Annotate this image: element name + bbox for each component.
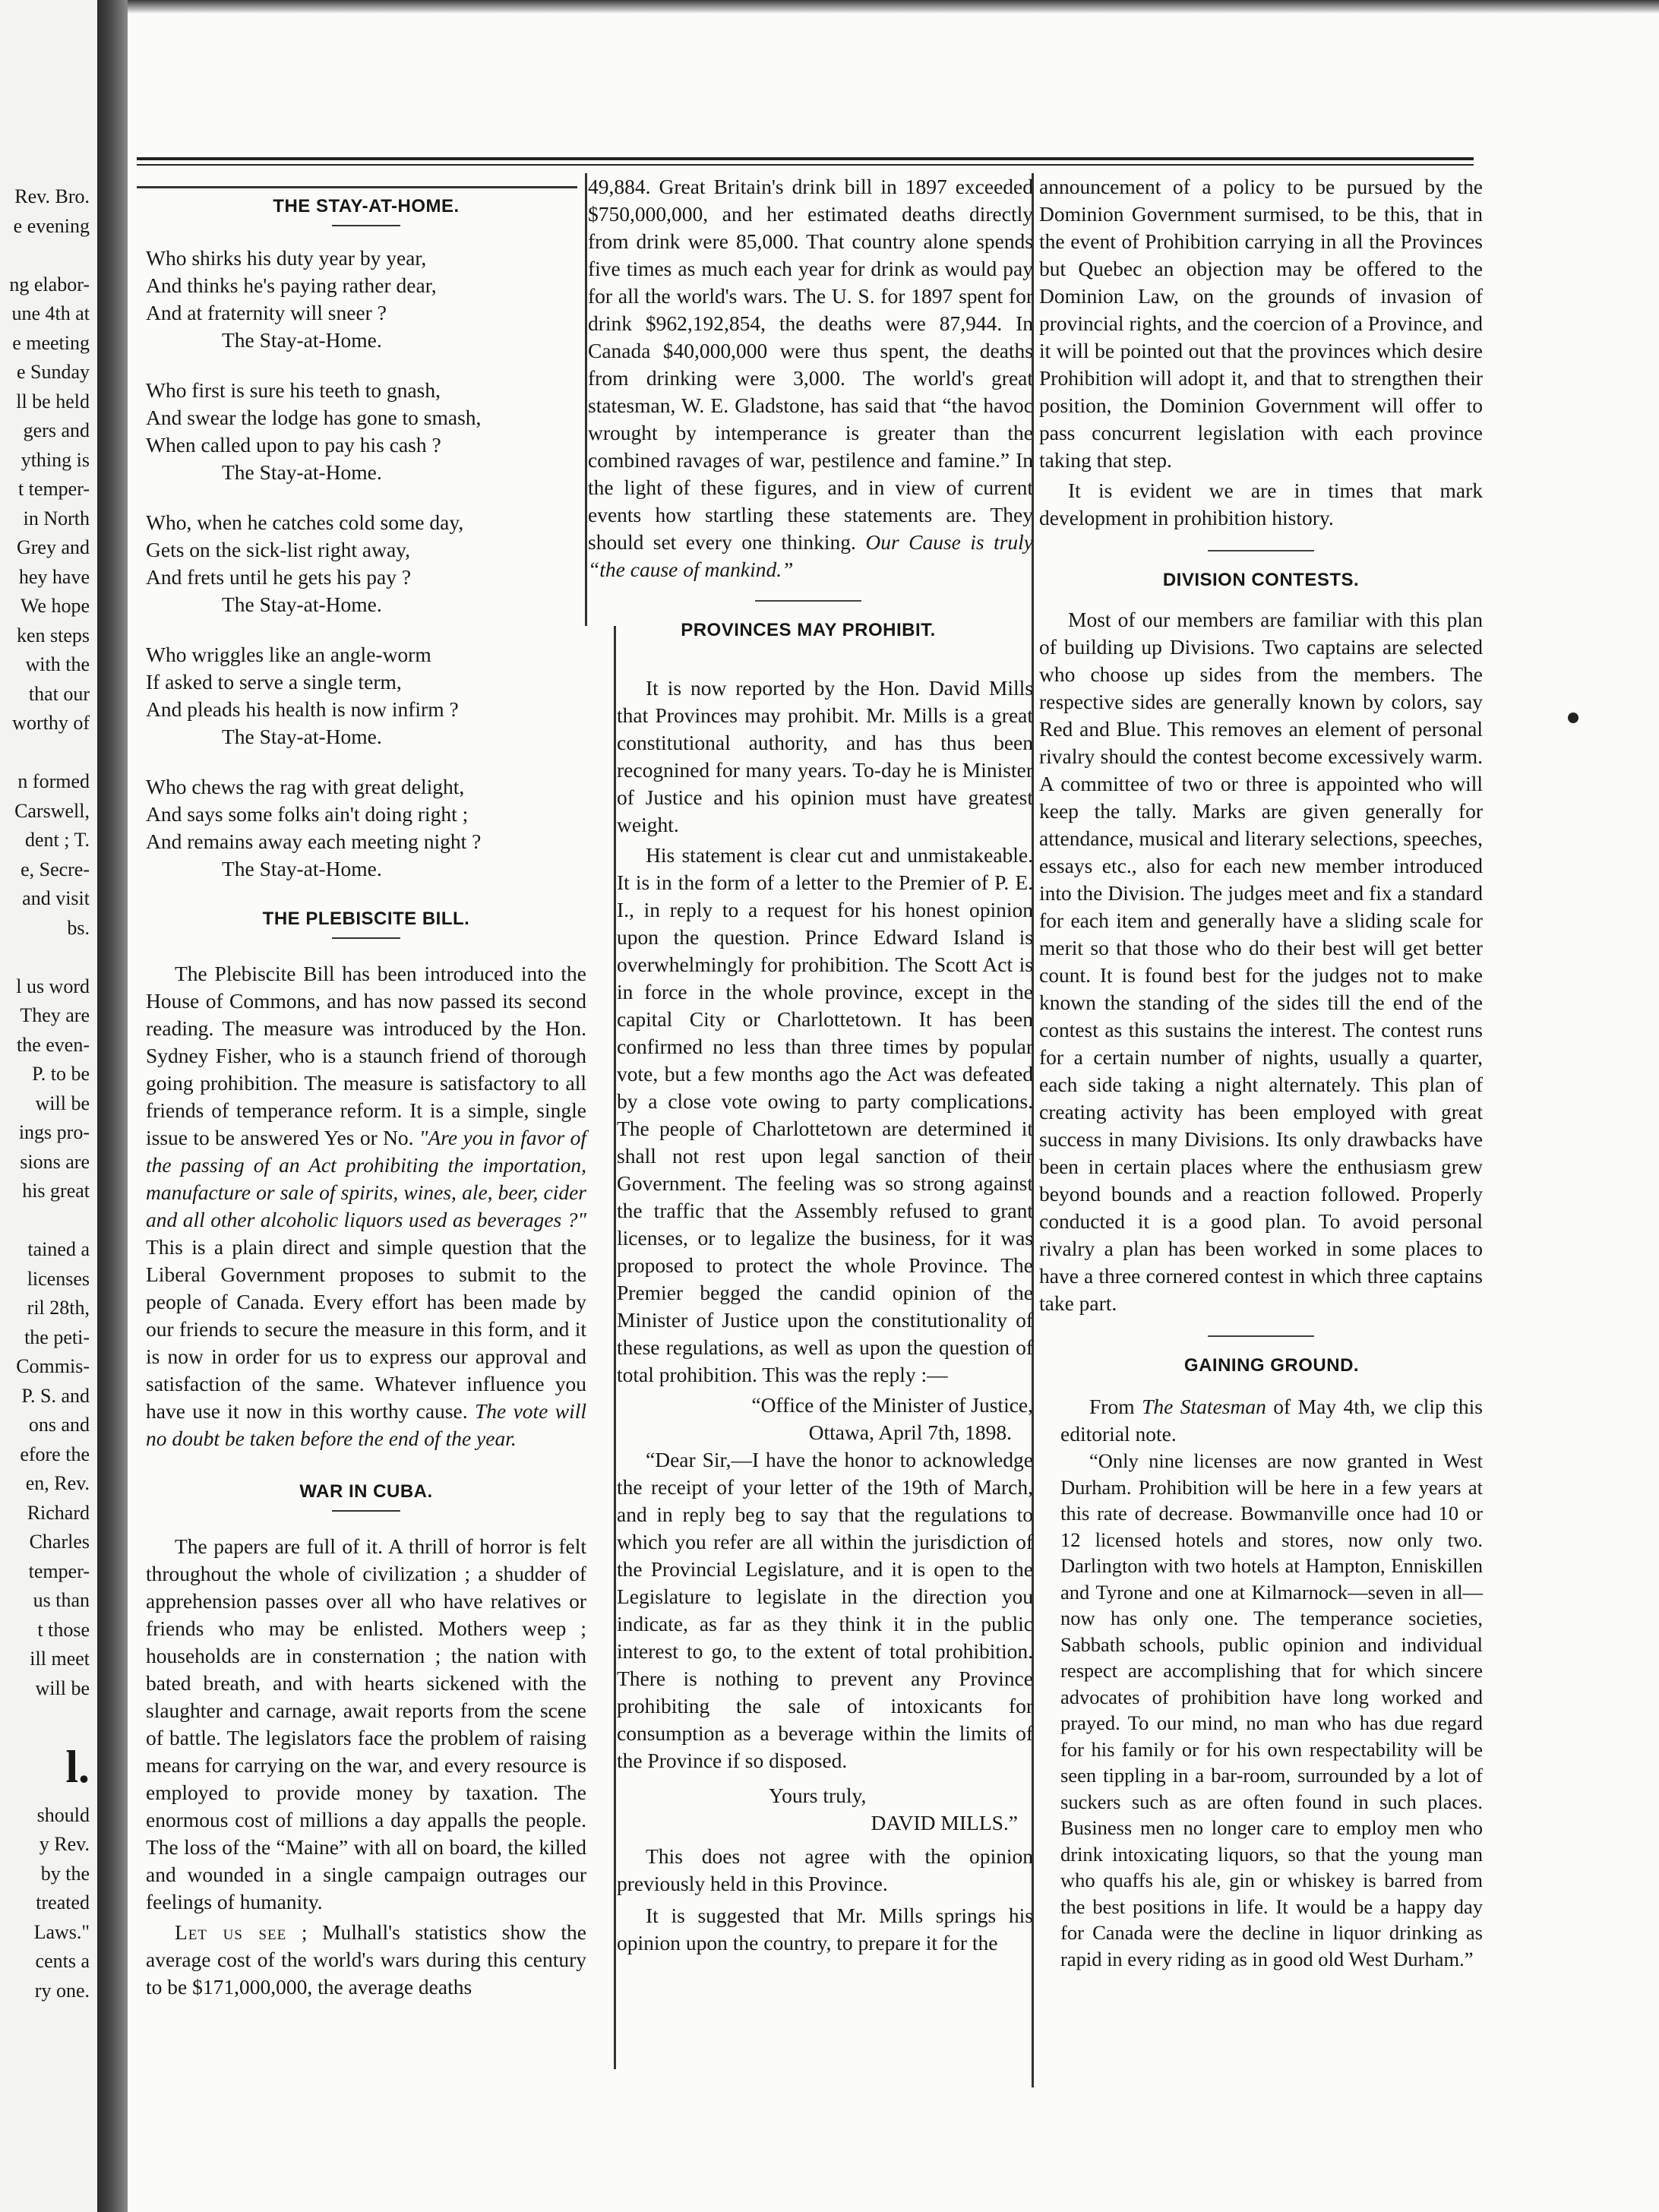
margin-fragment: gers and [23, 419, 90, 441]
margin-fragment: with the [25, 653, 90, 675]
margin-fragment: ons and [28, 1414, 90, 1436]
margin-fragment: tained a [27, 1238, 90, 1260]
header-rule-thin [137, 164, 1474, 166]
provinces-paragraph-3: This does not agree with the opinion previously held in this Province. [617, 1844, 1033, 1895]
margin-fragment: the peti- [24, 1326, 90, 1348]
margin-fragment: Commis- [16, 1355, 90, 1377]
margin-fragment: t temper- [17, 478, 90, 500]
margin-fragment [0, 1703, 90, 1733]
margin-fragment: ings pro- [18, 1121, 90, 1143]
letter-heading-2: Ottawa, April 7th, 1898. [808, 1420, 1012, 1444]
margin-fragment [0, 738, 90, 768]
letter-body: “Dear Sir,—I have the honor to acknowledge the receipt of your letter of the 19th of March, and in reply beg to say that the regulations to which you refer are all within the jurisdiction of the Provincial Legislature, and it is open to the Legislature to legislate in the direction you indicate, as far as they think it in the public interest to go, to the extent of total prohibition. There is nothing to prevent any Province prohibiting the sale of intoxicants for consumption as a beverage within the limits of the Province if so disposed. [617, 1448, 1033, 1772]
margin-fragment: ril 28th, [27, 1297, 90, 1319]
margin-fragment: e Sunday [16, 361, 90, 383]
letter-heading-1: “Office of the Minister of Justice, [751, 1393, 1033, 1417]
margin-fragment: efore the [20, 1443, 90, 1465]
margin-fragment: n formed [17, 770, 90, 792]
poem-line: Who shirks his duty year by year, [146, 246, 427, 270]
margin-fragment: t those [37, 1618, 90, 1641]
poem-stanza [146, 245, 586, 354]
poem-refrain: The Stay-at-Home. [222, 592, 382, 616]
margin-fragment: sions are [20, 1150, 90, 1173]
provinces-paragraph-2: His statement is clear cut and unmistakeable. It is in the form of a letter to the Premier of P. E. I., in reply to a request for his honest opinion upon the question. Prince Edward Island is overwhelmingly for prohibition. The Scott Act is in force in the whole province, except in the capital City or Charlottetown. It has been confirmed no less than three times by popular vote, but a few months ago the Act was defeated by a close vote owing to party complications. The people of Charlottetown are determined it shall not rest upon legal sanction of their Government. The feeling was so strong against the traffic that the Assembly refused to grant licenses, or to legalize the business, for it was proposed to protect the whole Province. The Premier begged the candid opinion of the Minister of Justice upon the constitutionality of these regulations, as well as upon the question of total prohibition. This was the reply :— [617, 843, 1033, 1386]
top-edge-shadow [128, 0, 1659, 14]
plebiscite-paragraph: The Plebiscite Bill has been introduced into the House of Commons, and has now passed its second reading. The measure was introduced by the Hon. Sydney Fisher, who is a staunch friend of thorough going prohibition. The measure is satisfactory to all friends of temperance reform. It is a simple, single issue to be answered Yes or No. "Are you in favor of the passing of an Act prohibiting the importation, manufacture or sale of spirits, wines, ale, beer, cider and all other alcoholic liquors used as beverages ?" This is a plain direct and simple question that the Liberal Government proposes to submit to the people of Canada. Every effort has been made by our friends to secure the measure in this form, and it is now in order for us to express our approval and satisfaction of the same. Whatever influence you have use it now in this worthy cause. The vote will no doubt be taken before the end of the year. [146, 962, 586, 1450]
provinces-paragraph-4: It is suggested that Mr. Mills springs his opinion upon the country, to prepare it for the [617, 1904, 1033, 1954]
margin-fragment: ll be held [16, 390, 90, 412]
margin-fragment: in North [23, 507, 90, 529]
margin-fragment: l. [65, 1741, 90, 1792]
poem-stanza [146, 377, 586, 486]
margin-fragment: e, Secre- [21, 858, 90, 880]
poem-line: And thinks he's paying rather dear, [146, 273, 437, 297]
margin-fragment [0, 241, 90, 270]
margin-fragment: e evening [13, 214, 90, 237]
poem-line: And at fraternity will sneer ? [146, 301, 387, 324]
margin-fragment: y Rev. [39, 1833, 90, 1855]
margin-fragment: will be [35, 1676, 90, 1699]
provinces-paragraph-1: It is now reported by the Hon. David Mills that Provinces may prohibit. Mr. Mills is a great constitutional authority, and has thus been recognined for many years. To-day he is Minister of Justice and his opinion must have greatest weight. [617, 676, 1033, 836]
margin-fragment: P. to be [32, 1063, 90, 1085]
margin-fragment: They are [20, 1004, 90, 1026]
margin-fragment [0, 943, 90, 972]
poem-refrain: The Stay-at-Home. [222, 857, 382, 880]
poem-line: And swear the lodge has gone to smash, [146, 406, 482, 429]
poem-line: And frets until he gets his pay ? [146, 565, 412, 589]
gaining-title: GAINING GROUND. [1183, 1355, 1360, 1376]
division-title: DIVISION CONTESTS. [1162, 570, 1360, 590]
margin-fragment: bs. [67, 916, 90, 939]
letter-closing: Yours truly, [769, 1784, 867, 1807]
margin-fragment: hey have [18, 565, 90, 588]
war-cuba-title: WAR IN CUBA. [299, 1481, 433, 1502]
poem-line: And says some folks ain't doing right ; [146, 802, 469, 826]
margin-fragment: and visit [22, 887, 90, 909]
margin-fragment: e meeting [12, 331, 90, 354]
gaining-intro: From The Statesman of May 4th, we clip this editorial note. [1060, 1395, 1483, 1446]
plebiscite-title: THE PLEBISCITE BILL. [262, 908, 470, 929]
poem-refrain: The Stay-at-Home. [222, 328, 382, 352]
margin-fragment: ything is [21, 448, 90, 471]
poem-refrain: The Stay-at-Home. [222, 460, 382, 484]
margin-fragment: the even- [16, 1033, 90, 1056]
gaining-quote: “Only nine licenses are now granted in West Durham. Prohibition will be here in a few years at this rate of decrease. Bowmanville once had 10 or 12 licensed hotels and stores, now only two. Darlington with two hotels at Hampton, Enniskillen and Tyrone and one at Kilmarnock—seven in all—now has only one. The temperance societies, Sabbath schools, public opinion and individual respect are accomplishing that for which sincere advocates of prohibition have long worked and prayed. To our mind, no man who has due regard for his family or for his own respectability will be seen tippling in a bar-room, surrounded by a lot of suckers such as are often found in such places. Business men no longer care to employ men who drink intoxicating liquors, so that the young man who quaffs his ale, gin or whiskey is barred from the best positions in life. It would be a happy day for Canada were the decline in liquor drinking as rapid in every riding as in good old West Durham.” [1060, 1449, 1483, 1970]
war-cuba-paragraph-2: Let us see ; Mulhall's statistics show the average cost of the world's wars during this century to be $171,000,000, the average deaths [146, 1920, 586, 1999]
margin-fragment: Grey and [16, 536, 90, 558]
poem-stanza [146, 641, 586, 750]
margin-fragment: treated [36, 1891, 90, 1913]
poem-line: Who chews the rag with great delight, [146, 775, 465, 798]
poem-line: Who wriggles like an angle-worm [146, 643, 431, 666]
margin-fragment: We hope [20, 595, 90, 617]
ink-spot [1568, 713, 1578, 723]
margin-fragment: dent ; T. [25, 829, 90, 851]
margin-fragment: licenses [27, 1267, 90, 1290]
poem-stanza [146, 509, 586, 618]
provinces-title: PROVINCES MAY PROHIBIT. [681, 620, 936, 640]
poem-line: And remains away each meeting night ? [146, 830, 482, 853]
binding-spine [97, 0, 128, 2212]
division-paragraph: Most of our members are familiar with this plan of building up Divisions. Two captains are selected who choose up sides from the members. The respective sides are generally known by colors, say Red and Blue. This removes an element of personal rivalry should the contest become excessively warm. A committee of two or three is appointed who will keep the tally. Marks are given generally for attendance, musical and literary selections, speeches, essays etc., also for each new member introduced into the Division. The judges meet and fix a standard for each item and generally have a sliding scale for merit so that those who do their best will get better count. It is found best for the judges not to make known the standing of the sides till the end of the contest as this sustains the interest. The contest runs for a certain number of nights, usually a quarter, each side taking a night alternately. This plan of creating activity has been employed with great success in many Divisions. Its only drawbacks have been in certain places where the enthusiasm grew beyond bounds and a reaction followed. Properly conducted it is a good plan. To avoid personal rivalry a plan has been worked in some places to have a three cornered contest in which three captains take part. [1039, 608, 1483, 1315]
poem-line: If asked to serve a single term, [146, 670, 402, 694]
poem-line: And pleads his health is now infirm ? [146, 697, 459, 721]
war-cuba-paragraph-1: The papers are full of it. A thrill of horror is felt throughout the whole of civilization ; a shudder of apprehension passes over all who have relatives or friends who may be enlisted. Mothers weep ; households are in consternation ; the nation with bated breath, and with hearts sickened with the slaughter and carnage, await reports from the scene of battle. The legislators face the problem of raising means for carrying on the war, and every resource is employed to provide money by taxation. The enormous cost of millions a day appalls the people. The loss of the “Maine” with all on board, the killed and wounded in a single campaign outrages our feelings of humanity. [146, 1534, 586, 1913]
margin-fragment: l us word [16, 975, 90, 997]
margin-fragment: should [36, 1803, 90, 1826]
poem-line: Gets on the sick-list right away, [146, 538, 411, 561]
column-3 [1039, 173, 1483, 1972]
margin-fragment: worthy of [12, 712, 90, 734]
margin-fragment: Richard [27, 1501, 90, 1524]
previous-page-fragments [0, 182, 90, 2005]
margin-fragment: Rev. Bro. [14, 185, 90, 207]
margin-fragment: his great [22, 1180, 90, 1202]
stay-at-home-poem [146, 245, 586, 883]
war-cuba-continued: 49,884. Great Britain's drink bill in 1897 exceeded $750,000,000, and her estimated deaths directly from drink were 85,000. That country alone spends five times as much each year for drink as would pay for all the world's wars. The U. S. for 1897 spent for drink $962,192,854, the deaths were 87,944. In Canada $40,000,000 were thus spent, the deaths from drinking were 3,000. The world's great statesman, W. E. Gladstone, has said that “the havoc wrought by intemperance is greater than the combined ravages of war, pestilence and famine.” In the light of these figures, and in view of current events how startling these statements are. They should set every one thinking. Our Cause is truly “the cause of mankind.” [588, 175, 1034, 581]
margin-fragment: temper- [28, 1559, 90, 1582]
poem-line: Who first is sure his teeth to gnash, [146, 378, 441, 402]
margin-fragment: Carswell, [14, 799, 90, 822]
margin-fragment: Charles [29, 1531, 90, 1553]
poem-refrain: The Stay-at-Home. [222, 725, 382, 748]
margin-fragment: by the [40, 1862, 90, 1885]
margin-fragment: ry one. [34, 1979, 90, 2002]
margin-fragment: will be [35, 1092, 90, 1114]
column-1 [146, 173, 586, 2001]
letter-signature: DAVID MILLS.” [871, 1811, 1018, 1834]
margin-fragment: ng elabor- [9, 273, 90, 295]
column-2 [583, 173, 1033, 1957]
margin-fragment: that our [28, 682, 90, 705]
margin-fragment: Laws." [33, 1920, 90, 1943]
poem-stanza [146, 773, 586, 883]
header-rule [137, 157, 1474, 160]
provinces-continued: announcement of a policy to be pursued by the Dominion Government surmised, to be this, that in the event of Prohibition carrying in all the Provinces but Quebec an objection may be offered to the Dominion Law, on the grounds of invasion of provincial rights, and the coercion of a Province, and it will be pointed out that the provinces which desire Prohibition will adopt it, and that to strengthen their position, the Dominion Government will offer to pass concurrent legislation with each province taking that step. [1039, 175, 1483, 472]
margin-fragment: ill meet [30, 1648, 90, 1670]
poem-line: When called upon to pay his cash ? [146, 433, 441, 457]
margin-fragment [0, 1206, 90, 1236]
provinces-paragraph-5: It is evident we are in times that mark development in prohibition history. [1039, 479, 1483, 529]
margin-fragment: une 4th at [11, 302, 90, 324]
poem-line: Who, when he catches cold some day, [146, 510, 464, 534]
margin-fragment: cents a [35, 1950, 90, 1972]
margin-fragment: P. S. and [21, 1384, 90, 1407]
margin-fragment: us than [33, 1589, 90, 1611]
margin-fragment: en, Rev. [25, 1472, 90, 1494]
margin-fragment: ken steps [16, 624, 90, 646]
stay-at-home-title: THE STAY-AT-HOME. [273, 196, 460, 216]
